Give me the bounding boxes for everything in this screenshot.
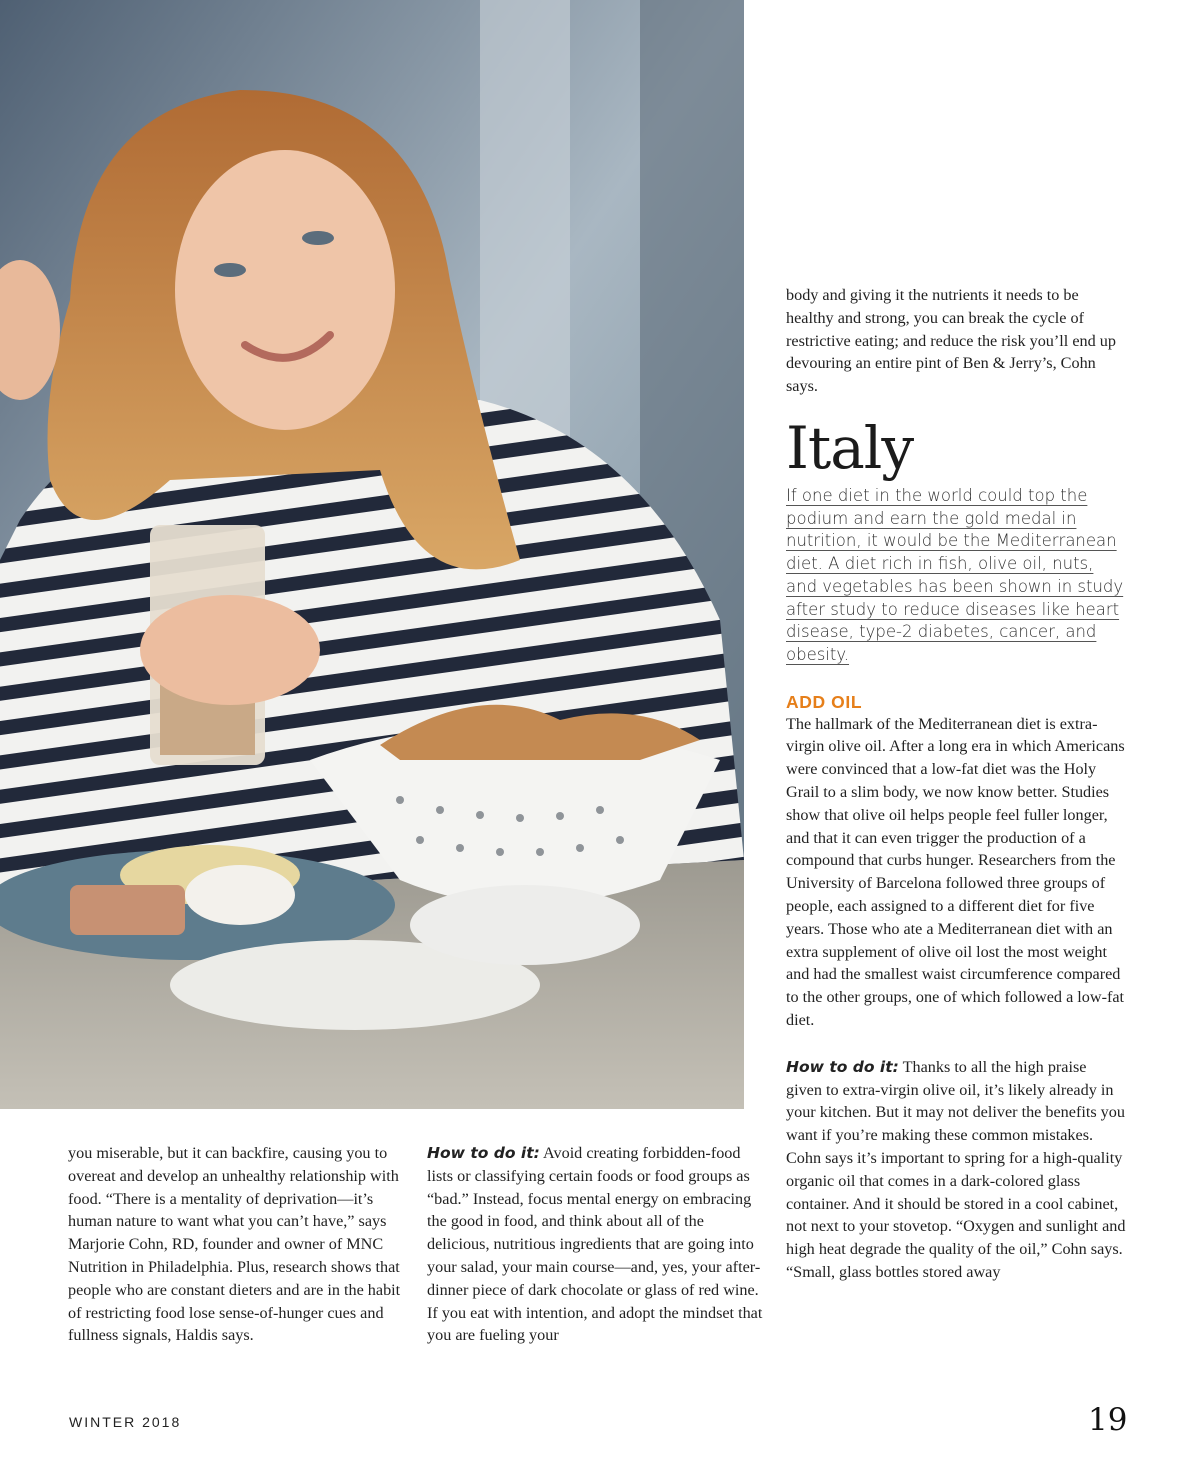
left-column-text: you miserable, but it can backfire, causing you to overeat and develop an unhealthy relationship with food. “There is a mentality of deprivation—it’s human nature to want what you can’t have,” says Marjorie Cohn, RD, founder and owner of MNC Nutrition in Philadelphia. Plus, research shows that people who are constant dieters and are in the habit of restricting food lose sense-of-hunger cues and fullness signals, Haldis says. bbox=[68, 1144, 401, 1345]
left-column bbox=[68, 1142, 408, 1347]
section-title: Italy bbox=[786, 413, 914, 482]
issue-label: WINTER 2018 bbox=[69, 1414, 182, 1430]
page-number: 19 bbox=[1088, 1402, 1128, 1438]
lede-text: If one diet in the world could top the podium and earn the gold medal in nutrition, it would be the Mediterranean diet. A diet rich in fish, olive oil, nuts, and vegetables has been shown in study after study to reduce diseases like heart disease, type-2 diabetes, cancer, and obesity. bbox=[786, 485, 1124, 664]
section-lede bbox=[786, 485, 1126, 667]
right-howto-paragraph bbox=[786, 1056, 1126, 1284]
photo-illustration bbox=[0, 0, 744, 1109]
right-column bbox=[786, 284, 1126, 1284]
add-oil-body-text: The hallmark of the Mediterranean diet is extra-virgin olive oil. After a long era in which Americans were convinced that a low-fat diet was the Holy Grail to a slim body, we now know better. Studies show that olive oil helps people feel fuller longer, and that it can even trigger the production of a compound that curbs hunger. Researchers from the University of Barcelona followed three groups of people, each assigned to a different diet for five years. Those who ate a Mediterranean diet with an extra supplement of olive oil lost the most weight and had the smallest waist circumference compared to the other groups, one of which followed a low-fat diet. bbox=[786, 714, 1125, 1029]
middle-howto-paragraph bbox=[427, 1142, 763, 1347]
howto-label: How to do it: bbox=[427, 1144, 540, 1162]
middle-column bbox=[427, 1142, 763, 1347]
subhead-add-oil: ADD OIL bbox=[786, 691, 863, 712]
howto-text: Thanks to all the high praise given to extra-virgin olive oil, it’s likely already in your kitchen. But it may not deliver the benefits you want if you’re making these common mistakes. Cohn says it’s important to spring for a high-quality organic oil that comes in a dark-colored glass container. And it should be stored in a cool cabinet, not next to your stovetop. “Oxygen and sunlight and high heat degrade the quality of the oil,” Cohn says. “Small, glass bottles stored away bbox=[786, 1057, 1126, 1281]
howto-label: How to do it: bbox=[786, 1057, 899, 1076]
middle-column-text: Avoid creating forbidden-food lists or classifying certain foods or food groups as “bad.” Instead, focus mental energy on embracing the good in food, and think about all of the delicious, nutritious ingredients that are going into your salad, your main course—and, yes, your after-dinner piece of dark chocolate or glass of red wine. If you eat with intention, and adopt the mindset that you are fueling your bbox=[427, 1144, 763, 1345]
right-intro-text: body and giving it the nutrients it needs to be healthy and strong, you can break the cycle of restrictive eating; and reduce the risk you’ll end up devouring an entire pint of Ben & Jerry’s, Cohn says. bbox=[786, 286, 1116, 396]
hero-photo bbox=[0, 0, 744, 1109]
